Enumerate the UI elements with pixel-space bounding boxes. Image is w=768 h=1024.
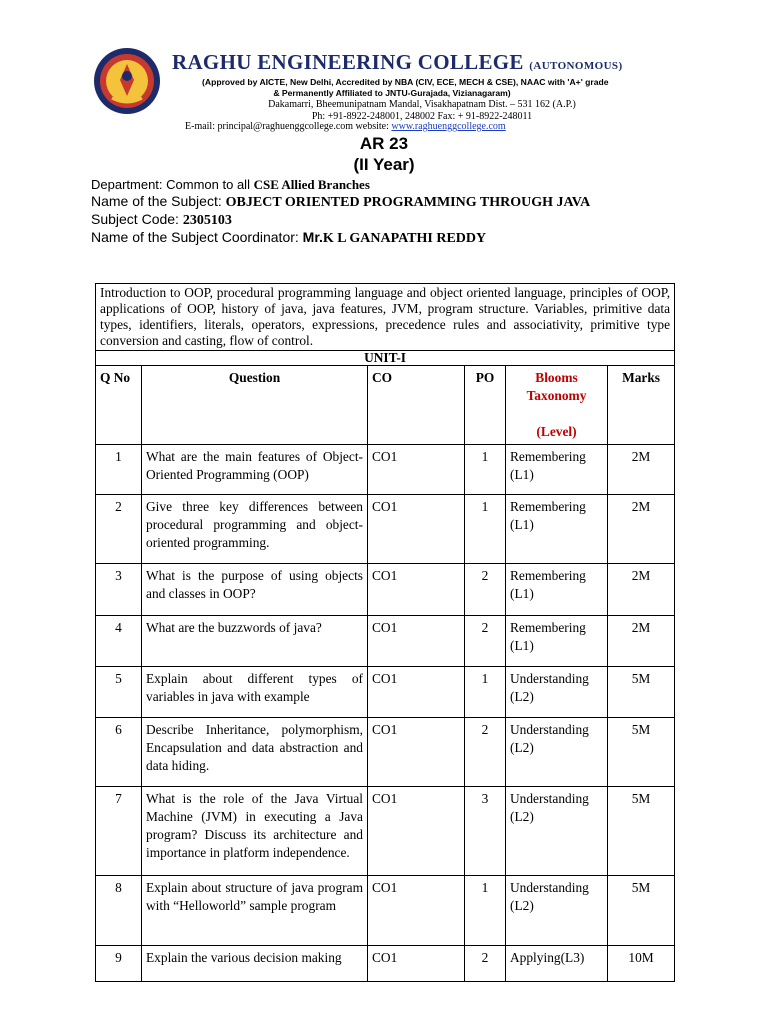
col-co: CO <box>368 366 465 445</box>
autonomous-label: (AUTONOMOUS) <box>529 60 623 72</box>
approval-line: (Approved by AICTE, New Delhi, Accredited by NBA (CIV, ECE, MECH & CSE), NAAC with 'A+' grade <box>202 77 609 87</box>
question-po: 1 <box>465 495 506 564</box>
table-row <box>96 787 675 876</box>
question-number: 6 <box>96 718 142 787</box>
question-bloom-level: Understanding (L2) <box>506 787 608 876</box>
question-number: 7 <box>96 787 142 876</box>
question-number: 4 <box>96 616 142 667</box>
question-po: 2 <box>465 616 506 667</box>
question-bloom-level: Applying(L3) <box>506 946 608 982</box>
question-number: 2 <box>96 495 142 564</box>
question-co: CO1 <box>368 616 465 667</box>
table-row <box>96 946 675 982</box>
table-row <box>96 718 675 787</box>
table-row <box>96 616 675 667</box>
question-text: What is the role of the Java Virtual Machine (JVM) in executing a Java program? Discuss its architecture and importance in platform independence. <box>142 787 368 876</box>
question-text: Explain about different types of variables in java with example <box>142 667 368 718</box>
question-bloom-level: Understanding (L2) <box>506 667 608 718</box>
col-blooms: Blooms Taxonomy (Level) <box>506 366 608 445</box>
col-po: PO <box>465 366 506 445</box>
question-text: What are the main features of Object-Oriented Programming (OOP) <box>142 445 368 495</box>
question-bloom-level: Remembering (L1) <box>506 616 608 667</box>
question-number: 8 <box>96 876 142 946</box>
website-link[interactable]: www.raghuenggcollege.com <box>391 121 506 132</box>
question-bank-table <box>95 283 675 982</box>
table-header-row <box>96 366 675 445</box>
subject-code-line: Subject Code: 2305103 <box>91 211 232 228</box>
syllabus-text: Introduction to OOP, procedural programming language and object oriented language, principles of OOP, applications of OOP, history of java, java features, JVM, program structure. Variables, primitive data types, identifiers, literals, operators, expressions, precedence rules and associativity, primitive type conversion and casting, flow of control. <box>96 284 675 351</box>
question-co: CO1 <box>368 564 465 616</box>
question-marks: 2M <box>608 495 675 564</box>
question-po: 2 <box>465 946 506 982</box>
contact-line: E-mail: principal@raghuenggcollege.com website: www.raghuenggcollege.com <box>185 121 506 132</box>
question-co: CO1 <box>368 667 465 718</box>
col-question: Question <box>142 366 368 445</box>
college-name: RAGHU ENGINEERING COLLEGE (AUTONOMOUS) <box>172 50 623 74</box>
question-marks: 2M <box>608 564 675 616</box>
question-po: 1 <box>465 667 506 718</box>
syllabus-row <box>96 284 675 351</box>
question-text: Describe Inheritance, polymorphism, Encapsulation and data abstraction and data hiding. <box>142 718 368 787</box>
question-co: CO1 <box>368 946 465 982</box>
question-bloom-level: Remembering (L1) <box>506 564 608 616</box>
coordinator-line: Name of the Subject Coordinator: Mr.K L GANAPATHI REDDY <box>91 229 487 246</box>
question-marks: 5M <box>608 876 675 946</box>
question-text: Explain the various decision making <box>142 946 368 982</box>
unit-title: UNIT-I <box>96 351 675 366</box>
unit-row <box>96 351 675 366</box>
question-co: CO1 <box>368 876 465 946</box>
department-line: Department: Common to all CSE Allied Branches <box>91 177 370 192</box>
year-title: (II Year) <box>353 155 415 174</box>
question-po: 3 <box>465 787 506 876</box>
col-marks: Marks <box>608 366 675 445</box>
address-line: Dakamarri, Bheemunipatnam Mandal, Visakhapatnam Dist. – 531 162 (A.P.) <box>268 99 576 110</box>
question-number: 1 <box>96 445 142 495</box>
affiliation-line: & Permanently Affiliated to JNTU-Gurajada, Vizianagaram) <box>273 88 511 98</box>
question-number: 9 <box>96 946 142 982</box>
question-marks: 10M <box>608 946 675 982</box>
college-emblem-icon <box>92 46 162 116</box>
regulation-title: AR 23 <box>359 134 409 153</box>
question-number: 3 <box>96 564 142 616</box>
question-text: What is the purpose of using objects and classes in OOP? <box>142 564 368 616</box>
question-text: Give three key differences between procedural programming and object-oriented programming. <box>142 495 368 564</box>
question-marks: 5M <box>608 787 675 876</box>
question-bloom-level: Remembering (L1) <box>506 495 608 564</box>
question-po: 2 <box>465 564 506 616</box>
table-row <box>96 495 675 564</box>
question-po: 2 <box>465 718 506 787</box>
question-text: What are the buzzwords of java? <box>142 616 368 667</box>
question-po: 1 <box>465 876 506 946</box>
phone-line: Ph: +91-8922-248001, 248002 Fax: + 91-8922-248011 <box>311 111 533 122</box>
question-co: CO1 <box>368 495 465 564</box>
question-marks: 5M <box>608 667 675 718</box>
question-bloom-level: Understanding (L2) <box>506 876 608 946</box>
table-row <box>96 876 675 946</box>
question-bloom-level: Understanding (L2) <box>506 718 608 787</box>
question-marks: 5M <box>608 718 675 787</box>
table-row <box>96 445 675 495</box>
question-po: 1 <box>465 445 506 495</box>
table-row <box>96 564 675 616</box>
question-co: CO1 <box>368 445 465 495</box>
college-header <box>90 44 680 134</box>
question-bloom-level: Remembering (L1) <box>506 445 608 495</box>
question-marks: 2M <box>608 445 675 495</box>
question-text: Explain about structure of java program with “Helloworld” sample program <box>142 876 368 946</box>
question-number: 5 <box>96 667 142 718</box>
col-qno: Q No <box>96 366 142 445</box>
question-co: CO1 <box>368 718 465 787</box>
table-row <box>96 667 675 718</box>
subject-line: Name of the Subject: OBJECT ORIENTED PROGRAMMING THROUGH JAVA <box>91 193 591 210</box>
question-co: CO1 <box>368 787 465 876</box>
question-marks: 2M <box>608 616 675 667</box>
